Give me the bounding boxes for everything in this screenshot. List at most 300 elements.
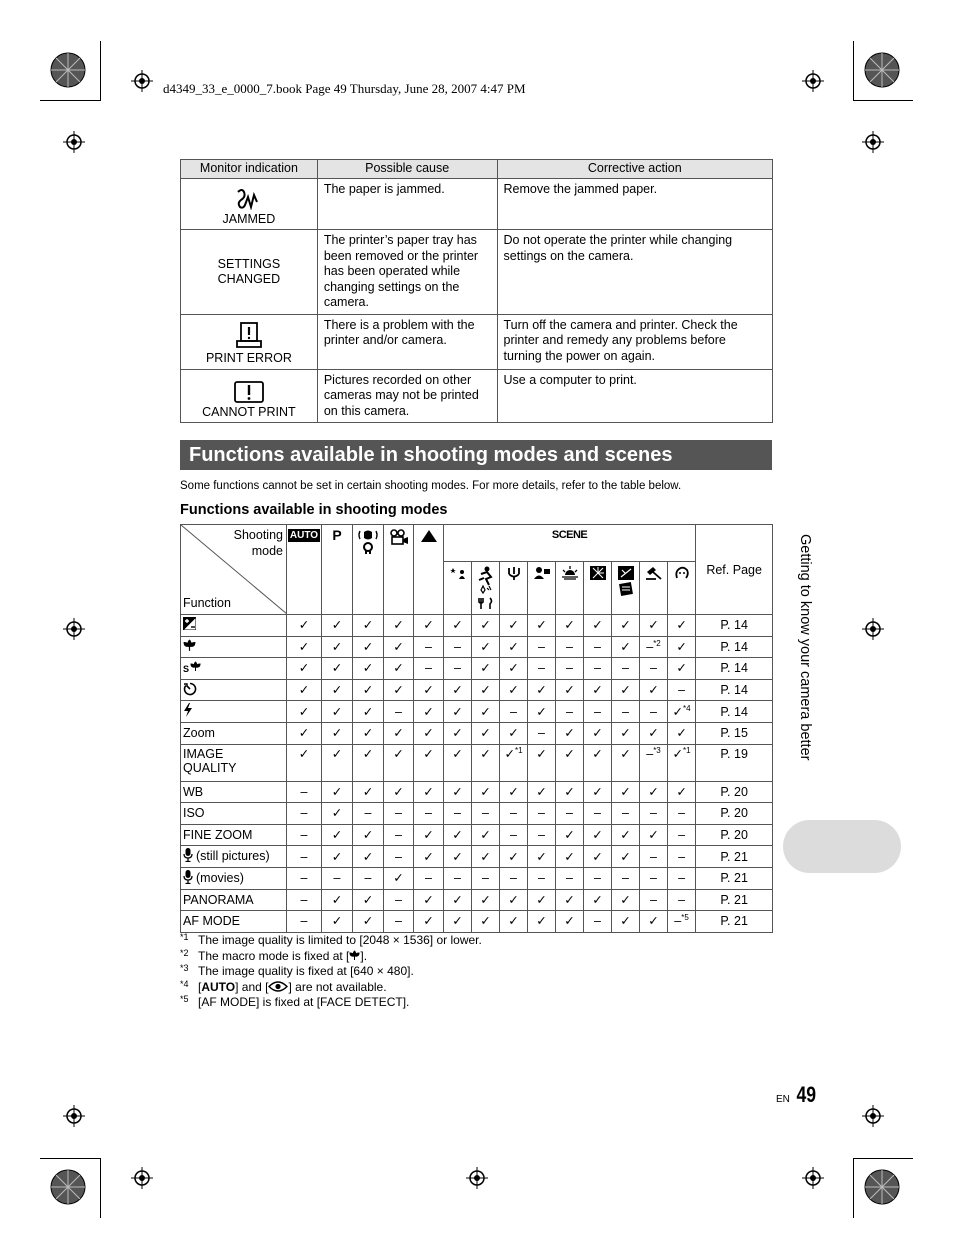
availability-cell: ✓ — [353, 824, 384, 846]
availability-cell: ✓ — [444, 722, 472, 744]
availability-cell: ✓ — [612, 679, 640, 701]
availability-cell: – — [384, 846, 414, 868]
macro-icon — [183, 639, 196, 655]
availability-cell: ✓ — [500, 889, 528, 911]
availability-cell: – — [444, 803, 472, 825]
availability-cell: ✓ — [556, 722, 584, 744]
availability-cell: ✓ — [556, 615, 584, 637]
availability-cell: ✓ — [640, 722, 668, 744]
crosshair-icon — [63, 1105, 85, 1127]
corner-shooting: Shooting — [233, 528, 283, 542]
availability-cell: ✓ — [414, 615, 444, 637]
table-row — [181, 615, 773, 637]
scene-face-detect — [668, 562, 696, 615]
availability-cell: – — [668, 803, 696, 825]
availability-cell: ✓ — [500, 658, 528, 680]
table-row — [181, 867, 773, 889]
ref-page: P. 21 — [696, 889, 773, 911]
availability-cell: – — [287, 867, 322, 889]
availability-cell: – — [584, 911, 612, 933]
availability-cell: – — [528, 867, 556, 889]
monitor-indication — [181, 230, 318, 315]
availability-cell: ✓ — [414, 824, 444, 846]
page-num: 49 — [796, 1082, 817, 1107]
function-label — [181, 889, 287, 911]
scene-night-portrait — [444, 562, 472, 615]
availability-cell: ✓ — [444, 846, 472, 868]
availability-cell: – — [444, 867, 472, 889]
column-header: Possible cause — [317, 160, 497, 179]
crosshair-icon — [802, 1167, 824, 1189]
crop-mark — [40, 1158, 100, 1159]
availability-cell: ✓$^{*1}$ — [500, 744, 528, 781]
ref-page: P. 14 — [696, 658, 773, 680]
availability-cell: ✓ — [472, 744, 500, 781]
availability-cell: ✓$^{*1}$ — [668, 744, 696, 781]
availability-cell: ✓ — [384, 658, 414, 680]
table-row — [181, 781, 773, 803]
availability-cell: ✓ — [414, 911, 444, 933]
availability-cell: – — [584, 658, 612, 680]
availability-cell: ✓ — [384, 679, 414, 701]
cause-cell: Pictures recorded on other cameras may not be printed on this camera. — [317, 369, 497, 423]
mode-stabilization — [353, 525, 384, 615]
crop-mark — [853, 41, 854, 101]
macro-icon — [349, 950, 360, 961]
availability-cell: ✓ — [322, 679, 353, 701]
availability-cell: ✓ — [528, 615, 556, 637]
footnote-bold: AUTO — [201, 979, 236, 994]
availability-cell: – — [287, 824, 322, 846]
mode-landscape — [414, 525, 444, 615]
availability-cell: – — [414, 803, 444, 825]
availability-cell: ✓ — [444, 679, 472, 701]
availability-cell: ✓ — [612, 846, 640, 868]
availability-cell: ✓ — [444, 701, 472, 723]
function-label — [181, 679, 287, 701]
availability-cell: – — [414, 636, 444, 658]
availability-cell: ✓ — [528, 679, 556, 701]
program-mode-label: P — [332, 527, 342, 543]
scene-documents — [612, 562, 640, 615]
availability-cell: – — [528, 658, 556, 680]
ref-page: P. 15 — [696, 722, 773, 744]
availability-cell: ✓ — [414, 722, 444, 744]
registration-target-icon — [864, 52, 900, 88]
availability-cell: ✓ — [556, 911, 584, 933]
availability-cell: ✓ — [444, 824, 472, 846]
availability-cell: ✓ — [668, 722, 696, 744]
availability-cell: – — [556, 636, 584, 658]
availability-cell: ✓ — [584, 846, 612, 868]
footnote — [180, 995, 482, 1011]
availability-cell: ✓ — [612, 722, 640, 744]
availability-cell: ✓ — [556, 744, 584, 781]
crosshair-icon — [131, 1167, 153, 1189]
scene-candle — [500, 562, 528, 615]
registration-target-icon — [50, 1169, 86, 1205]
availability-cell: ✓ — [612, 781, 640, 803]
availability-cell: – — [584, 701, 612, 723]
mode-movie — [384, 525, 414, 615]
function-label — [181, 867, 287, 889]
table-row — [181, 722, 773, 744]
crosshair-icon — [862, 1105, 884, 1127]
fireworks-icon — [590, 566, 606, 580]
availability-cell: ✓ — [472, 911, 500, 933]
page-lang: EN — [776, 1094, 790, 1105]
availability-cell: ✓ — [668, 615, 696, 637]
exposure-compensation-icon — [183, 617, 196, 633]
monitor-indication — [181, 369, 318, 423]
availability-cell: – — [584, 867, 612, 889]
availability-cell: ✓ — [287, 722, 322, 744]
availability-cell: ✓ — [472, 658, 500, 680]
warning-icon — [234, 381, 264, 403]
function-label-text: (movies) — [196, 870, 244, 885]
table-row — [181, 658, 773, 680]
availability-cell: ✓ — [612, 824, 640, 846]
availability-cell: ✓ — [353, 781, 384, 803]
availability-cell: ✓ — [612, 615, 640, 637]
availability-cell: ✓ — [500, 846, 528, 868]
availability-cell: ✓ — [612, 744, 640, 781]
availability-cell: – — [668, 679, 696, 701]
availability-cell: –$^{*2}$ — [640, 636, 668, 658]
availability-cell: – — [472, 803, 500, 825]
crop-mark — [853, 1158, 913, 1159]
availability-cell: ✓ — [528, 744, 556, 781]
availability-cell: – — [640, 701, 668, 723]
scene-sport-indoor — [472, 562, 500, 615]
page-number — [776, 1082, 819, 1108]
footnote — [180, 933, 482, 949]
availability-cell: ✓ — [640, 781, 668, 803]
crosshair-icon — [63, 131, 85, 153]
availability-cell: ✓ — [472, 701, 500, 723]
availability-cell: ✓ — [472, 824, 500, 846]
availability-cell: – — [640, 889, 668, 911]
footnote-mark: *2 — [180, 947, 189, 958]
footnote-text: ] and [ — [235, 979, 269, 994]
availability-cell: – — [556, 658, 584, 680]
availability-cell: ✓ — [353, 615, 384, 637]
availability-cell: ✓ — [556, 889, 584, 911]
availability-cell: ✓ — [322, 781, 353, 803]
availability-cell: ✓ — [353, 701, 384, 723]
availability-cell: ✓ — [322, 803, 353, 825]
availability-cell: –$^{*5}$ — [668, 911, 696, 933]
footnote — [180, 949, 482, 965]
scene-auction — [640, 562, 668, 615]
availability-cell: ✓ — [584, 679, 612, 701]
table-row — [181, 679, 773, 701]
cause-cell: There is a problem with the printer and/or camera. — [317, 314, 497, 369]
table-header-row — [181, 525, 773, 562]
night-portrait-icon — [449, 566, 467, 580]
availability-cell: ✓ — [584, 889, 612, 911]
availability-cell: ✓ — [353, 911, 384, 933]
availability-cell: ✓$^{*4}$ — [668, 701, 696, 723]
registration-target-icon — [50, 52, 86, 88]
availability-cell: ✓ — [472, 636, 500, 658]
svg-text:S: S — [183, 664, 190, 674]
cause-cell: The printer’s paper tray has been removed or the printer has been operated while changing settings on the camera. — [317, 230, 497, 315]
availability-cell: – — [444, 636, 472, 658]
availability-cell: ✓ — [444, 781, 472, 803]
section-title: Functions available in shooting modes and scenes — [180, 440, 772, 470]
availability-cell: ✓ — [500, 636, 528, 658]
availability-cell: – — [322, 867, 353, 889]
availability-cell: – — [500, 803, 528, 825]
availability-cell: ✓ — [414, 744, 444, 781]
ref-page: P. 19 — [696, 744, 773, 781]
availability-cell: ✓ — [472, 679, 500, 701]
function-label — [181, 781, 287, 803]
function-label — [181, 722, 287, 744]
monitor-label: PRINT ERROR — [205, 351, 292, 365]
table-row — [181, 369, 773, 423]
footnotes — [180, 933, 482, 1011]
function-label-text: Zoom — [183, 726, 215, 741]
availability-cell: ✓ — [353, 679, 384, 701]
scene-fireworks — [584, 562, 612, 615]
crosshair-icon — [466, 1167, 488, 1189]
availability-cell: ✓ — [384, 867, 414, 889]
availability-cell: – — [556, 701, 584, 723]
availability-cell: ✓ — [556, 846, 584, 868]
column-header: Monitor indication — [181, 160, 318, 179]
action-cell: Do not operate the printer while changing settings on the camera. — [497, 230, 772, 315]
availability-cell: ✓ — [640, 911, 668, 933]
crosshair-icon — [862, 131, 884, 153]
availability-cell: ✓ — [640, 824, 668, 846]
function-label — [181, 911, 287, 933]
availability-cell: – — [384, 911, 414, 933]
function-label-text: WB — [183, 784, 204, 799]
availability-cell: ✓ — [414, 701, 444, 723]
availability-cell: ✓ — [472, 781, 500, 803]
monitor-label: SETTINGS — [217, 256, 281, 271]
crop-mark — [100, 1158, 101, 1218]
corner-header — [181, 525, 287, 615]
availability-cell: ✓ — [472, 722, 500, 744]
sport-cuisine-icon — [477, 566, 495, 610]
availability-cell: – — [668, 824, 696, 846]
function-label-text: IMAGE QUALITY — [183, 746, 237, 775]
table-row — [181, 636, 773, 658]
availability-cell: – — [472, 867, 500, 889]
availability-cell: ✓ — [444, 911, 472, 933]
function-label — [181, 744, 287, 781]
availability-cell: ✓ — [612, 636, 640, 658]
availability-cell: ✓ — [528, 889, 556, 911]
availability-cell: ✓ — [287, 744, 322, 781]
availability-cell: – — [668, 846, 696, 868]
function-label — [181, 658, 287, 680]
availability-cell: – — [500, 701, 528, 723]
paper-jam-icon — [235, 188, 263, 210]
availability-cell: ✓ — [668, 781, 696, 803]
auto-badge: AUTO — [289, 530, 319, 541]
availability-cell: ✓ — [640, 679, 668, 701]
footnote — [180, 980, 482, 996]
availability-cell: ✓ — [668, 658, 696, 680]
super-macro-icon — [183, 660, 203, 676]
availability-cell: – — [384, 889, 414, 911]
availability-cell: – — [640, 658, 668, 680]
ref-page: P. 20 — [696, 824, 773, 846]
footnote-text: ] are not available. — [288, 979, 387, 994]
availability-cell: ✓ — [384, 744, 414, 781]
scene-group-header — [444, 525, 696, 562]
footnote-text: [AF MODE] is fixed at [FACE DETECT]. — [198, 995, 410, 1010]
availability-cell: – — [556, 803, 584, 825]
availability-cell: ✓ — [500, 615, 528, 637]
availability-cell: – — [444, 658, 472, 680]
availability-cell: ✓ — [322, 615, 353, 637]
function-label — [181, 824, 287, 846]
availability-cell: ✓ — [444, 744, 472, 781]
availability-cell: – — [414, 867, 444, 889]
availability-cell: ✓ — [414, 889, 444, 911]
function-label-text: (still pictures) — [196, 849, 270, 864]
availability-cell: – — [556, 867, 584, 889]
ref-page: P. 20 — [696, 781, 773, 803]
availability-cell: ✓ — [353, 722, 384, 744]
availability-cell: ✓ — [384, 615, 414, 637]
availability-cell: ✓ — [584, 824, 612, 846]
availability-cell: ✓ — [556, 824, 584, 846]
availability-cell: ✓ — [556, 781, 584, 803]
availability-cell: – — [500, 867, 528, 889]
availability-cell: ✓ — [500, 679, 528, 701]
microphone-icon — [183, 848, 193, 865]
function-label-text: FINE ZOOM — [183, 828, 253, 843]
availability-cell: ✓ — [384, 781, 414, 803]
availability-cell: – — [384, 803, 414, 825]
table-row — [181, 314, 773, 369]
availability-cell: ✓ — [322, 911, 353, 933]
ref-page: P. 14 — [696, 615, 773, 637]
availability-cell: ✓ — [384, 722, 414, 744]
function-label-text: PANORAMA — [183, 892, 254, 907]
footnote-text: [ — [198, 979, 202, 994]
availability-cell: – — [287, 889, 322, 911]
availability-cell: – — [287, 803, 322, 825]
availability-cell: ✓ — [353, 636, 384, 658]
availability-cell: – — [612, 658, 640, 680]
table-row — [181, 824, 773, 846]
availability-cell: – — [528, 636, 556, 658]
function-label-text: AF MODE — [183, 914, 240, 929]
self-portrait-icon — [533, 566, 551, 580]
microphone-icon — [183, 870, 193, 887]
crop-mark — [40, 100, 100, 101]
availability-cell: ✓ — [612, 911, 640, 933]
availability-cell: ✓ — [322, 744, 353, 781]
availability-cell: – — [353, 867, 384, 889]
availability-cell: – — [612, 867, 640, 889]
table-row — [181, 179, 773, 230]
availability-cell: ✓ — [353, 846, 384, 868]
crop-mark — [853, 1158, 854, 1218]
table-row — [181, 803, 773, 825]
error-table — [180, 159, 773, 423]
mode-auto — [287, 525, 322, 615]
function-label — [181, 701, 287, 723]
mode-program — [322, 525, 353, 615]
availability-cell: ✓ — [640, 615, 668, 637]
availability-cell: – — [528, 722, 556, 744]
availability-cell: ✓ — [322, 658, 353, 680]
availability-cell: ✓ — [444, 889, 472, 911]
monitor-label: CANNOT PRINT — [202, 404, 296, 419]
side-tab-label: Getting to know your camera better — [797, 534, 813, 761]
monitor-indication — [181, 179, 318, 230]
availability-cell: – — [287, 846, 322, 868]
availability-cell: ✓ — [472, 889, 500, 911]
availability-cell: – — [640, 846, 668, 868]
table-row — [181, 230, 773, 315]
availability-cell: ✓ — [444, 615, 472, 637]
availability-cell: – — [528, 824, 556, 846]
availability-cell: ✓ — [353, 744, 384, 781]
ref-page-header: Ref. Page — [696, 525, 773, 615]
availability-cell: – — [414, 658, 444, 680]
column-header: Corrective action — [497, 160, 772, 179]
function-label — [181, 803, 287, 825]
function-label — [181, 615, 287, 637]
table-row — [181, 701, 773, 723]
action-cell: Remove the jammed paper. — [497, 179, 772, 230]
ref-page: P. 20 — [696, 803, 773, 825]
table-row — [181, 744, 773, 781]
crop-mark — [100, 41, 101, 101]
availability-cell: ✓ — [584, 744, 612, 781]
availability-cell: ✓ — [287, 679, 322, 701]
ref-page: P. 14 — [696, 679, 773, 701]
availability-cell: ✓ — [528, 701, 556, 723]
ref-page: P. 21 — [696, 911, 773, 933]
landscape-icon — [420, 529, 438, 543]
footnote-text: The macro mode is fixed at [ — [198, 948, 350, 963]
functions-table — [180, 524, 773, 933]
crosshair-icon — [862, 618, 884, 640]
face-icon — [674, 566, 690, 580]
availability-cell: – — [640, 867, 668, 889]
ref-page: P. 14 — [696, 636, 773, 658]
availability-cell: – — [384, 701, 414, 723]
monitor-label: CHANGED — [217, 272, 281, 287]
availability-cell: – — [287, 781, 322, 803]
table-row — [181, 911, 773, 933]
footnote-text: ]. — [360, 948, 368, 963]
sunset-icon — [561, 566, 579, 580]
footnote-text: The image quality is fixed at [640 × 480]. — [198, 964, 414, 979]
availability-cell: – — [528, 803, 556, 825]
table-row — [181, 889, 773, 911]
footnote-mark: *1 — [180, 932, 189, 942]
availability-cell: ✓ — [287, 658, 322, 680]
corner-function: Function — [183, 596, 231, 610]
function-label — [181, 636, 287, 658]
monitor-label: JAMMED — [222, 211, 276, 226]
availability-cell: – — [668, 889, 696, 911]
function-label — [181, 846, 287, 868]
scene-sunset — [556, 562, 584, 615]
side-tab-label-wrap — [793, 534, 813, 824]
